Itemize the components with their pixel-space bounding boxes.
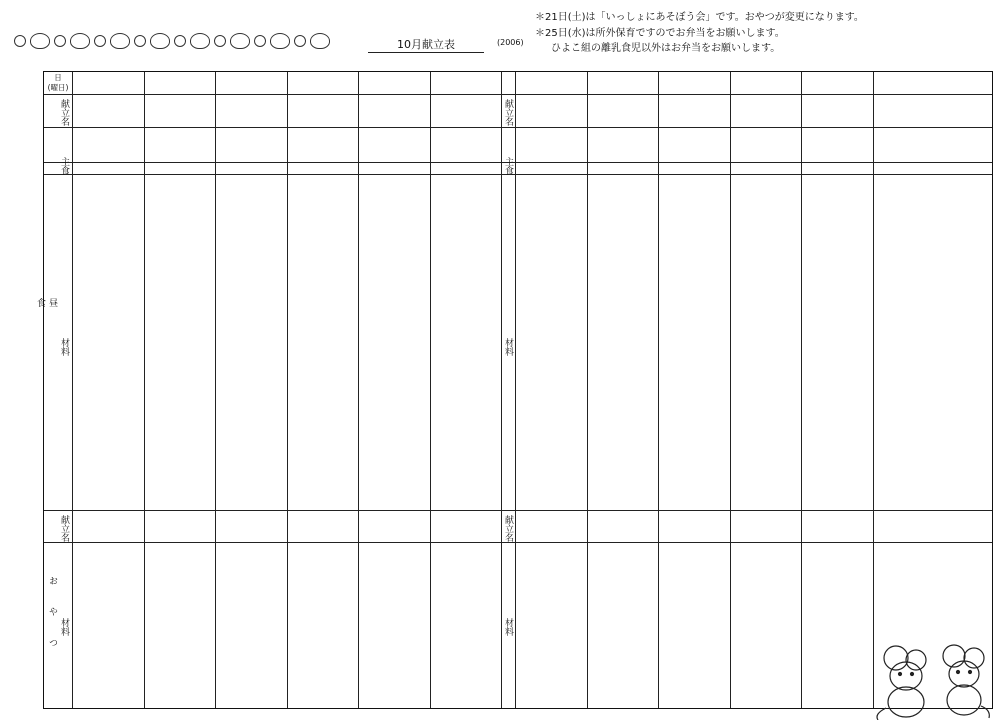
grid-hline [44, 162, 992, 163]
grid-vline [72, 72, 73, 708]
decorative-border-icons [14, 28, 354, 54]
lunch-zairyo-label: 材料 [59, 338, 69, 356]
grid-vline [658, 72, 659, 708]
grid-vline [587, 72, 588, 708]
grid-vline [801, 72, 802, 708]
mid-shushoku-label: 主食 [503, 157, 513, 175]
menu-table [35, 71, 993, 709]
mice-illustration-icon [866, 638, 996, 720]
notice-1: ＊21日(土)は「いっしょにあそぼう会」です。おやつが変更になります。 [535, 12, 864, 23]
grid-hline [44, 94, 992, 95]
mid-snack-kondate-label: 献立名 [503, 514, 513, 542]
notices [535, 10, 975, 57]
shushoku-label: 主食 [59, 157, 69, 175]
mid-snack-zairyo-label: 材料 [503, 618, 513, 636]
day-header-label: 日 (曜日) [47, 73, 69, 92]
grid-vline [144, 72, 145, 708]
grid-vline [358, 72, 359, 708]
grid-vline [515, 72, 516, 708]
page-title: 10月献立表 [368, 36, 484, 53]
grid-hline [44, 542, 992, 543]
grid-hline [44, 127, 992, 128]
grid-vline [287, 72, 288, 708]
snack-zairyo-label: 材料 [59, 618, 69, 636]
year-label: (2006) [497, 38, 524, 47]
snack-kondate-label: 献立名 [59, 514, 69, 542]
grid-hline [44, 174, 992, 175]
notice-3: ひよこ組の離乳食児以外はお弁当をお願いします。 [551, 43, 781, 54]
kondate-label: 献立名 [59, 98, 69, 126]
snack-label: おやつ [47, 575, 57, 669]
grid-vline [215, 72, 216, 708]
mid-kondate-label: 献立名 [503, 98, 513, 126]
grid-vline [873, 72, 874, 708]
grid-vline [730, 72, 731, 708]
notice-2: ＊25日(水)は所外保育ですのでお弁当をお願いします。 [535, 27, 785, 39]
mid-zairyo-label: 材料 [503, 338, 513, 356]
grid-hline [44, 510, 992, 511]
lunch-label: 昼食 [35, 297, 57, 387]
grid-vline [430, 72, 431, 708]
